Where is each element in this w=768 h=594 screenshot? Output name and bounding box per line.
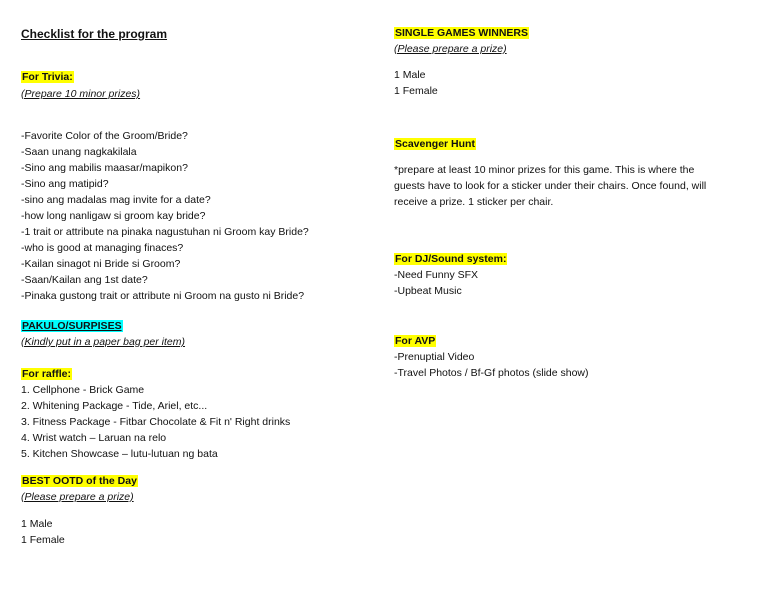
single-games-winners (394, 67, 438, 99)
scavenger-description (394, 162, 706, 210)
trivia-question: -Saan unang nagkakilala (21, 146, 137, 158)
single-games-note: (Please prepare a prize) (394, 43, 507, 55)
dj-item: -Need Funny SFX (394, 269, 479, 281)
scavenger-line: *prepare at least 10 minor prizes for this game. This is where the (394, 164, 695, 176)
single-games-winner: 1 Female (394, 85, 438, 97)
trivia-question-list (21, 128, 309, 304)
avp-item: -Prenuptial Video (394, 351, 475, 363)
avp-heading: For AVP (395, 335, 436, 347)
dj-heading: For DJ/Sound system: (395, 253, 507, 265)
dj-list (394, 267, 478, 299)
avp-list (394, 349, 589, 381)
scavenger-line: receive a prize. 1 sticker per chair. (394, 196, 554, 208)
ootd-winner: 1 Female (21, 534, 65, 546)
page-title: Checklist for the program (21, 27, 168, 41)
ootd-winners (21, 516, 65, 548)
ootd-note: (Please prepare a prize) (21, 491, 134, 503)
raffle-heading: For raffle: (22, 368, 72, 380)
ootd-winner: 1 Male (21, 518, 53, 530)
trivia-question: -Favorite Color of the Groom/Bride? (21, 130, 188, 142)
trivia-question: -Pinaka gustong trait or attribute ni Groom na gusto ni Bride? (21, 290, 305, 302)
pakulo-heading: PAKULO/SURPISES (22, 320, 122, 332)
pakulo-note: (Kindly put in a paper bag per item) (21, 336, 186, 348)
scavenger-heading: Scavenger Hunt (395, 138, 475, 150)
raffle-item: 2. Whitening Package - Tide, Ariel, etc... (21, 400, 208, 412)
trivia-note: (Prepare 10 minor prizes) (21, 88, 141, 100)
trivia-heading: For Trivia: (22, 71, 73, 83)
single-games-winner: 1 Male (394, 69, 426, 81)
raffle-item: 5. Kitchen Showcase – lutu-lutuan ng bata (21, 448, 218, 460)
trivia-question: -Sino ang matipid? (21, 178, 109, 190)
raffle-item: 1. Cellphone - Brick Game (21, 384, 145, 396)
ootd-heading: BEST OOTD of the Day (22, 475, 137, 487)
trivia-question: -who is good at managing finaces? (21, 242, 184, 254)
raffle-list (21, 382, 290, 462)
single-games-heading: SINGLE GAMES WINNERS (395, 27, 529, 39)
scavenger-line: guests have to look for a sticker under their chairs. Once found, will (394, 180, 707, 192)
trivia-question: -Kailan sinagot ni Bride si Groom? (21, 258, 181, 270)
raffle-item: 3. Fitness Package - Fitbar Chocolate & Fit n' Right drinks (21, 416, 291, 428)
trivia-question: -how long nanligaw si groom kay bride? (21, 210, 206, 222)
trivia-question: -Sino ang mabilis maasar/mapikon? (21, 162, 188, 174)
avp-item: -Travel Photos / Bf-Gf photos (slide show) (394, 367, 589, 379)
dj-item: -Upbeat Music (394, 285, 462, 297)
trivia-question: -sino ang madalas mag invite for a date? (21, 194, 211, 206)
trivia-question: -1 trait or attribute na pinaka nagustuhan ni Groom kay Bride? (21, 226, 309, 238)
trivia-question: -Saan/Kailan ang 1st date? (21, 274, 148, 286)
raffle-item: 4. Wrist watch – Laruan na relo (21, 432, 167, 444)
